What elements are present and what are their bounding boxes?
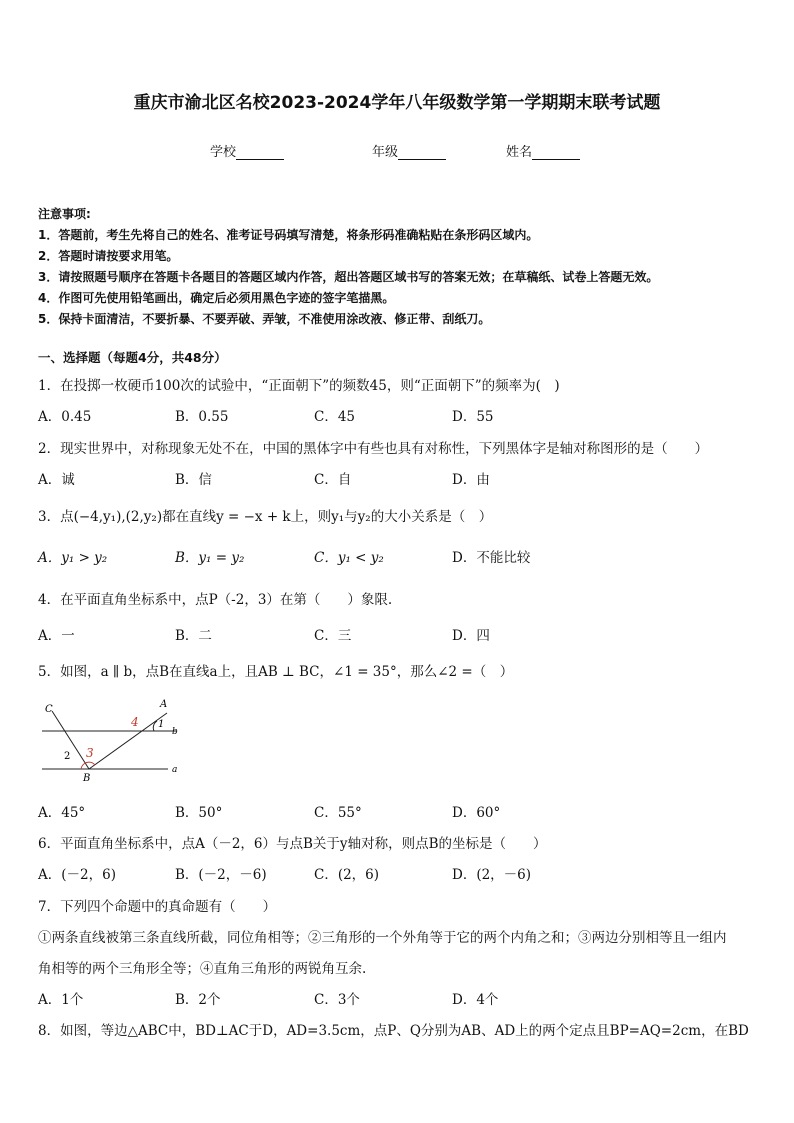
note-item: 3．请按照题号顺序在答题卡各题目的答题区域内作答，超出答题区域书写的答案无效；在草稿纸、试卷上答题无效。 <box>38 270 659 284</box>
q7-option-a[interactable]: A．1个 <box>38 992 84 1008</box>
question-1-stem: 1．在投掷一枚硬币100次的试验中，“正面朝下”的频数45，则“正面朝下”的频率为( ) <box>38 378 560 394</box>
q6-option-b[interactable]: B．(－2，－6) <box>175 867 267 883</box>
name-field[interactable] <box>506 141 580 160</box>
question-8-stem: 8．如图，等边△ABC中，BD⊥AC于D，AD=3.5cm，点P、Q分别为AB、AD上的两个定点且BP=AQ=2cm，在BD <box>38 1023 749 1039</box>
label-angle-1: 1 <box>158 719 165 730</box>
q1-option-c[interactable]: C．45 <box>314 409 356 425</box>
label-angle-4: 4 <box>131 715 139 729</box>
exam-title: 重庆市渝北区名校2023-2024学年八年级数学第一学期期末联考试题 <box>133 93 661 113</box>
q6-option-a[interactable]: A．(－2，6) <box>38 867 116 883</box>
question-7-body-line-1: ①两条直线被第三条直线所截，同位角相等；②三角形的一个外角等于它的两个内角之和；③两边分别相等且一组内 <box>38 930 727 946</box>
note-item: 2．答题时请按要求用笔。 <box>38 249 179 263</box>
q2-option-c[interactable]: C．自 <box>314 472 352 488</box>
q5-option-b[interactable]: B．50° <box>175 805 223 821</box>
q2-option-b[interactable]: B．信 <box>175 472 212 488</box>
name-blank[interactable] <box>532 145 580 160</box>
grade-label: 年级 <box>372 145 399 160</box>
q5-option-c[interactable]: C．55° <box>314 805 362 821</box>
q1-option-d[interactable]: D．55 <box>452 409 494 425</box>
school-field[interactable] <box>210 141 284 160</box>
label-line-b: b <box>172 727 178 737</box>
label-angle-3: 3 <box>86 746 94 760</box>
segment-ba <box>89 713 167 769</box>
school-label: 学校 <box>210 145 237 160</box>
q5-figure <box>36 697 186 783</box>
segment-cb <box>52 711 89 769</box>
grade-field[interactable] <box>372 141 446 160</box>
q4-option-d[interactable]: D．四 <box>452 628 490 644</box>
question-7-body-line-2: 角相等的两个三角形全等；④直角三角形的两锐角互余. <box>38 961 367 977</box>
note-item: 4．作图可先使用铅笔画出，确定后必须用黑色字迹的签字笔描黑。 <box>38 291 395 305</box>
label-c: C <box>45 704 53 715</box>
q7-option-c[interactable]: C．3个 <box>314 992 360 1008</box>
label-b-point: B <box>83 773 91 783</box>
question-3-stem: 3．点(−4,y₁),(2,y₂)都在直线y = −x + k上，则y₁与y₂的大小关系是（ ） <box>38 509 493 525</box>
note-item: 5．保持卡面清洁，不要折暴、不要弄破、弄皱，不准使用涂改液、修正带、刮纸刀。 <box>38 312 491 326</box>
school-blank[interactable] <box>236 145 284 160</box>
q4-option-a[interactable]: A．一 <box>38 628 75 644</box>
q6-option-c[interactable]: C．(2，6) <box>314 867 380 883</box>
q3-option-b[interactable]: B．y₁ = y₂ <box>175 550 245 566</box>
name-label: 姓名 <box>506 145 533 160</box>
q1-option-b[interactable]: B．0.55 <box>175 409 229 425</box>
q2-option-a[interactable]: A．诚 <box>38 472 75 488</box>
q2-option-d[interactable]: D．由 <box>452 472 490 488</box>
q4-option-b[interactable]: B．二 <box>175 628 212 644</box>
notes-heading: 注意事项: <box>38 207 91 221</box>
question-4-stem: 4．在平面直角坐标系中，点P（-2，3）在第（ ）象限. <box>38 592 393 608</box>
question-6-stem: 6．平面直角坐标系中，点A（－2，6）与点B关于y轴对称，则点B的坐标是（ ） <box>38 836 547 852</box>
q7-option-d[interactable]: D．4个 <box>452 992 499 1008</box>
q6-option-d[interactable]: D．(2，－6) <box>452 867 532 883</box>
section-heading: 一、选择题（每题4分，共48分） <box>38 350 227 365</box>
label-angle-2: 2 <box>64 751 71 762</box>
q5-option-a[interactable]: A．45° <box>38 805 86 821</box>
q5-option-d[interactable]: D．60° <box>452 805 501 821</box>
question-2-stem: 2．现实世界中，对称现象无处不在，中国的黑体字中有些也具有对称性，下列黑体字是轴对称图形的是（ ） <box>38 441 709 457</box>
label-line-a: a <box>172 765 178 775</box>
q3-option-a[interactable]: A．y₁ > y₂ <box>38 550 108 566</box>
q4-option-c[interactable]: C．三 <box>314 628 352 644</box>
label-a-point: A <box>160 699 168 710</box>
q7-option-b[interactable]: B．2个 <box>175 992 221 1008</box>
q3-option-d[interactable]: D．不能比较 <box>452 550 531 566</box>
note-item: 1．答题前，考生先将自己的姓名、准考证号码填写清楚，将条形码准确粘贴在条形码区域内。 <box>38 228 539 242</box>
question-7-stem: 7．下列四个命题中的真命题有（ ） <box>38 899 277 915</box>
notes-block <box>38 204 778 330</box>
q1-option-a[interactable]: A．0.45 <box>38 409 92 425</box>
grade-blank[interactable] <box>398 145 446 160</box>
question-5-stem: 5．如图，a ∥ b，点B在直线a上，且AB ⊥ BC，∠1 = 35°，那么∠2 =（ ） <box>38 664 514 680</box>
q3-option-c[interactable]: C．y₁ < y₂ <box>314 550 384 566</box>
